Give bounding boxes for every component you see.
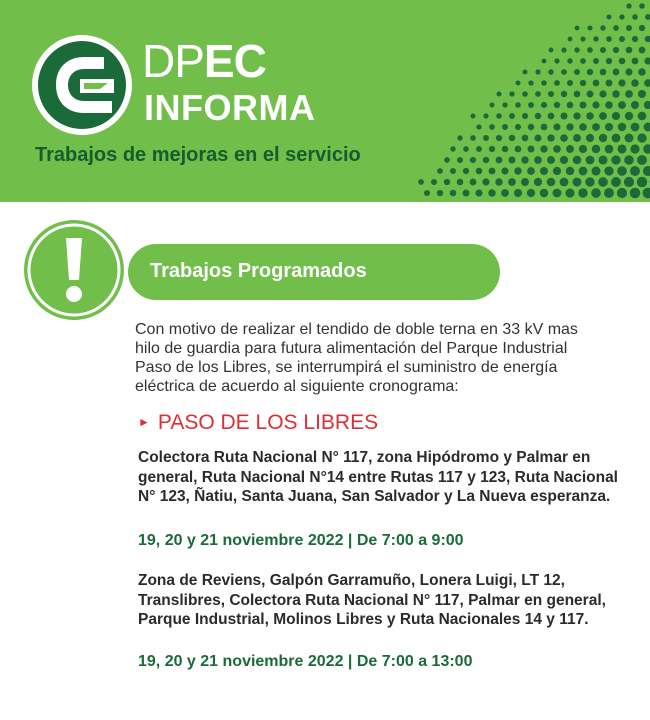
location-name: PASO DE LOS LIBRES	[157, 411, 379, 434]
globe-dot	[547, 178, 556, 187]
globe-dot	[644, 57, 650, 64]
globe-dot	[483, 157, 490, 164]
globe-dot	[470, 179, 477, 186]
globe-dot	[496, 157, 503, 164]
globe-dot	[631, 79, 638, 86]
globe-dot	[630, 166, 640, 176]
globe-dot	[587, 47, 593, 53]
globe-dot	[457, 157, 463, 163]
globe-dot	[463, 146, 469, 152]
globe-dot	[431, 179, 437, 185]
globe-dot	[638, 112, 647, 121]
globe-dot	[482, 178, 489, 185]
globe-dot	[574, 69, 580, 75]
globe-dot	[554, 80, 560, 86]
globe-dot	[592, 145, 600, 153]
globe-dot	[625, 68, 632, 75]
globe-dot	[606, 36, 612, 42]
globe-dot	[489, 124, 495, 130]
globe-dot	[534, 178, 542, 186]
outage-zones: Colectora Ruta Nacional N° 117, zona Hipódromo y Palmar en general, Ruta Nacional N°14 entre Rutas 117 y 123, Ruta Nacional N° 123, Ñatiu, Santa Juana, San Salvador y La Nueva esperanza.	[138, 449, 618, 505]
globe-dot	[578, 188, 587, 197]
globe-dot	[625, 112, 633, 120]
globe-dot	[553, 167, 561, 175]
globe-dot	[638, 68, 645, 75]
globe-dot	[566, 167, 575, 176]
globe-dot	[639, 3, 645, 9]
globe-dot	[554, 102, 560, 108]
globe-dot	[598, 177, 608, 187]
globe-dot	[618, 123, 626, 131]
globe-dot	[541, 80, 547, 86]
globe-dot	[599, 134, 607, 142]
globe-dot	[496, 135, 502, 141]
globe-dot	[572, 177, 581, 186]
globe-dot	[457, 179, 464, 186]
globe-dot	[631, 101, 639, 109]
globe-dot	[424, 190, 430, 196]
globe-dot	[645, 14, 650, 20]
globe-dot	[567, 58, 572, 63]
globe-dot	[643, 188, 650, 199]
globe-dot	[483, 135, 489, 141]
globe-dot	[575, 26, 580, 31]
globe-dot	[619, 58, 626, 65]
globe-dot	[599, 90, 606, 97]
header-banner	[0, 0, 650, 202]
globe-dot	[502, 124, 508, 130]
globe-dot	[593, 80, 600, 87]
globe-dot	[617, 144, 626, 153]
globe-dot	[541, 102, 547, 108]
location-heading	[138, 409, 378, 436]
header-tagline: Trabajos de mejoras en el servicio	[35, 144, 361, 166]
globe-dot	[534, 134, 541, 141]
globe-dot	[631, 123, 640, 132]
globe-dot	[476, 168, 483, 175]
globe-dot	[535, 69, 540, 74]
globe-dot	[488, 189, 495, 196]
globe-dot	[560, 134, 568, 142]
globe-dot	[470, 113, 475, 118]
globe-dot	[561, 113, 568, 120]
globe-dot	[522, 135, 529, 142]
globe-dot	[514, 167, 521, 174]
globe-dot	[437, 190, 443, 196]
section-title: Trabajos Programados	[150, 260, 367, 282]
globe-dot	[463, 190, 470, 197]
globe-dot	[587, 91, 594, 98]
globe-dot	[625, 134, 634, 143]
globe-dot	[619, 14, 624, 19]
globe-dot	[476, 124, 481, 129]
globe-dot	[540, 189, 549, 198]
globe-dot	[567, 80, 573, 86]
globe-dot	[605, 101, 613, 109]
globe-dot	[591, 188, 601, 198]
globe-dot	[540, 145, 547, 152]
globe-dot	[639, 47, 646, 54]
globe-dot	[612, 90, 620, 98]
dpec-logo-icon	[30, 33, 134, 137]
globe-dot	[522, 91, 528, 97]
globe-dot	[580, 80, 586, 86]
globe-dot	[600, 69, 607, 76]
globe-dot	[587, 69, 593, 75]
globe-dot	[593, 58, 599, 64]
globe-dot	[527, 167, 535, 175]
globe-dot	[618, 79, 625, 86]
globe-dot	[644, 101, 650, 109]
globe-dot	[521, 156, 528, 163]
globe-dot	[579, 145, 587, 153]
globe-dot	[509, 91, 514, 96]
globe-dot	[528, 124, 534, 130]
globe-dot	[495, 178, 502, 185]
globe-dot	[605, 123, 613, 131]
globe-dot	[600, 25, 605, 30]
globe-dot	[450, 146, 455, 151]
globe-dot	[592, 101, 599, 108]
globe-dot	[444, 157, 450, 163]
globe-dot	[560, 156, 568, 164]
globe-dot	[624, 177, 634, 187]
globe-dot	[625, 90, 633, 98]
globe-dot	[542, 59, 547, 64]
globe-dot	[600, 47, 606, 53]
globe-dot	[611, 177, 621, 187]
globe-dot	[613, 25, 619, 31]
globe-dot	[643, 144, 650, 154]
globe-dot	[617, 188, 627, 198]
globe-dot	[548, 113, 555, 120]
globe-dot	[585, 177, 594, 186]
globe-dot	[515, 146, 522, 153]
globe-dot	[523, 70, 528, 75]
globe-dot	[573, 112, 580, 119]
globe-dot	[604, 166, 613, 175]
exclamation-icon	[22, 218, 126, 322]
intro-paragraph: Con motivo de realizar el tendido de doble terna en 33 kV mas hilo de guardia para futura alimentación del Parque Industrial Paso de los Libres, se interrumpirá el suministro de energía eléctrica de acuerdo al siguiente cronograma:	[135, 321, 578, 395]
globe-dot	[521, 178, 529, 186]
globe-dot	[496, 113, 502, 119]
globe-dot	[593, 36, 598, 41]
globe-dot	[604, 188, 614, 198]
globe-dot	[489, 146, 495, 152]
globe-dot	[549, 48, 554, 53]
globe-dot	[527, 145, 534, 152]
globe-dot	[565, 188, 574, 197]
globe-dot	[547, 156, 555, 164]
globe-dot	[568, 37, 573, 42]
globe-dot	[591, 166, 600, 175]
globe-dot	[637, 155, 647, 165]
globe-dot	[561, 47, 566, 52]
globe-dot	[644, 79, 650, 87]
globe-dot	[566, 145, 574, 153]
globe-dot	[535, 113, 541, 119]
globe-dot	[638, 90, 646, 98]
globe-dot	[586, 156, 595, 165]
brand-subtitle: INFORMA	[144, 87, 316, 128]
globe-dot	[632, 14, 638, 20]
globe-dot	[579, 123, 587, 131]
globe-dot	[418, 179, 424, 185]
globe-dot	[457, 135, 462, 140]
globe-dot	[489, 102, 494, 107]
globe-dot	[501, 167, 508, 174]
globe-dot	[476, 146, 482, 152]
globe-dot	[637, 177, 647, 187]
globe-dot	[645, 36, 650, 43]
globe-dot	[547, 134, 554, 141]
globe-dot	[624, 155, 634, 165]
globe-dot	[553, 145, 561, 153]
section-heading	[128, 244, 500, 300]
globe-dot	[515, 102, 521, 108]
bullet-arrow-icon: ►	[138, 415, 150, 429]
globe-dot	[619, 36, 625, 42]
globe-dot	[483, 113, 488, 118]
globe-dot	[502, 146, 509, 153]
globe-dot	[540, 167, 548, 175]
globe-dot	[579, 167, 588, 176]
globe-dot	[553, 123, 560, 130]
globe-dot	[528, 102, 534, 108]
globe-dot	[548, 69, 554, 75]
globe-dot	[522, 113, 528, 119]
brand-suffix: EC	[203, 35, 266, 87]
globe-dot	[470, 135, 476, 141]
globe-dot	[444, 179, 450, 185]
globe-dot	[560, 178, 569, 187]
globe-dot	[561, 69, 567, 75]
globe-dot	[489, 168, 496, 175]
globe-dot	[617, 166, 627, 176]
globe-dot	[643, 166, 650, 176]
globe-dot	[437, 168, 443, 174]
globe-dot	[509, 135, 516, 142]
globe-dot	[605, 145, 614, 154]
globe-dot	[618, 101, 626, 109]
globe-dot	[535, 91, 541, 97]
globe-dot	[580, 58, 586, 64]
globe-dot	[632, 36, 638, 42]
globe-dot	[612, 112, 620, 120]
globe-dot	[606, 14, 611, 19]
globe-dot	[515, 124, 521, 130]
globe-dot	[606, 80, 613, 87]
globe-dot	[567, 102, 574, 109]
outage-zones: Zona de Reviens, Galpón Garramuño, Lonera Luigi, LT 12, Translibres, Colectora Ruta Nacional N° 117, Palmar en general, Parque Industrial, Molinos Libres y Ruta Nacionales 14 y 117.	[138, 572, 606, 628]
globe-dot	[613, 47, 619, 53]
globe-dot	[502, 102, 507, 107]
globe-dot	[450, 168, 456, 174]
outage-schedule: 19, 20 y 21 noviembre 2022 | De 7:00 a 9:00	[138, 532, 464, 549]
globe-dot	[509, 113, 515, 119]
globe-dot	[612, 134, 621, 143]
outage-schedule: 19, 20 y 21 noviembre 2022 | De 7:00 a 13:00	[138, 653, 473, 670]
globe-dot	[450, 190, 457, 197]
globe-dot	[497, 92, 502, 97]
globe-dot	[561, 91, 567, 97]
globe-dot	[573, 156, 581, 164]
globe-dot	[553, 189, 562, 198]
globe-dot	[598, 155, 607, 164]
globe-dot	[644, 123, 650, 132]
globe-dot	[586, 112, 594, 120]
globe-dot	[501, 189, 509, 197]
globe-dot	[606, 58, 612, 64]
globe-dot	[508, 156, 515, 163]
globe-dot	[599, 112, 607, 120]
globe-dot	[626, 3, 631, 8]
globe-dot	[626, 25, 632, 31]
globe-dot	[574, 47, 579, 52]
globe-dot	[528, 80, 533, 85]
globe-dot	[639, 25, 645, 31]
globe-dot	[548, 91, 554, 97]
globe-dot	[463, 168, 469, 174]
globe-dot	[470, 157, 476, 163]
globe-dot	[626, 47, 633, 54]
globe-dot	[611, 155, 620, 164]
globe-dot	[541, 124, 548, 131]
globe-dot	[630, 144, 639, 153]
brand-prefix: DP	[142, 35, 204, 87]
globe-dot	[587, 25, 592, 30]
globe-dot	[554, 58, 559, 63]
globe-dot	[586, 134, 594, 142]
globe-dot	[632, 58, 639, 65]
globe-dot	[516, 81, 521, 86]
globe-dot	[580, 102, 587, 109]
globe-dot	[592, 123, 600, 131]
globe-dot	[573, 134, 581, 142]
globe-dot	[566, 123, 573, 130]
globe-dot	[508, 178, 516, 186]
globe-dot	[613, 69, 620, 76]
globe-dot	[630, 188, 641, 199]
globe-dot	[475, 189, 482, 196]
globe-dot	[574, 91, 581, 98]
globe-dot	[580, 36, 585, 41]
brand-title	[142, 35, 266, 87]
globe-dot	[534, 156, 542, 164]
globe-dot	[527, 189, 535, 197]
globe-dot	[637, 133, 646, 142]
globe-dot	[514, 189, 522, 197]
